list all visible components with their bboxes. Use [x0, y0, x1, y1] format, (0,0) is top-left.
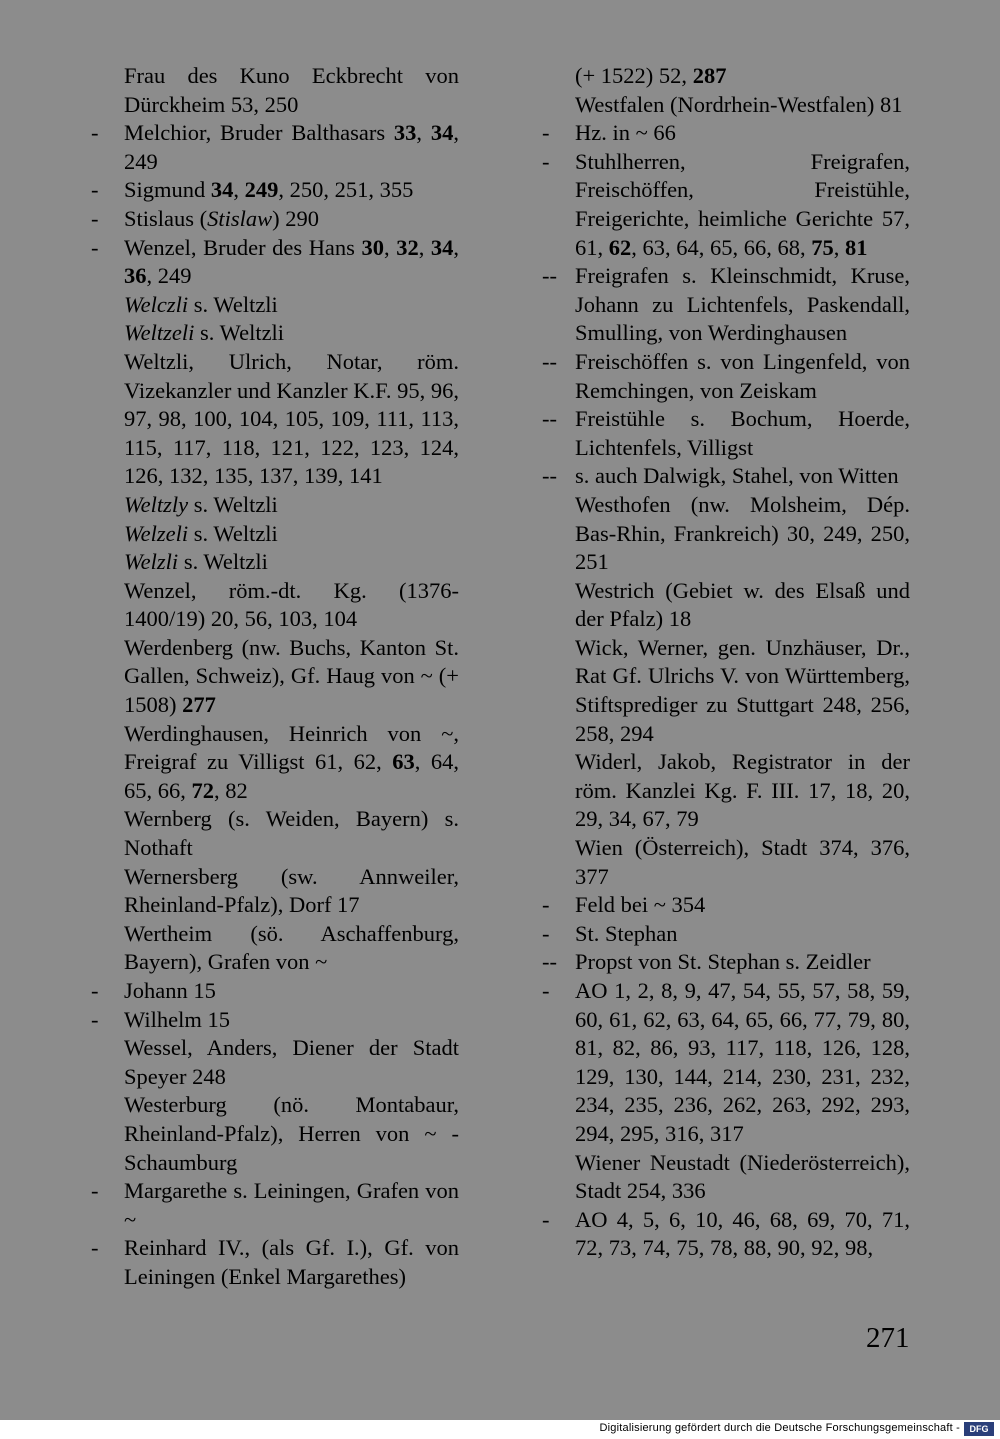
dfg-logo: DFG	[964, 1422, 994, 1436]
page-ref-bold: 34	[430, 120, 454, 146]
entry-dash: -	[91, 177, 99, 203]
entry-text: AO 4, 5, 6, 10, 46, 68, 69, 70, 71, 72, 73, 74, 75, 78, 88, 90, 92, 98,	[575, 1206, 910, 1261]
entry-text: Wernersberg (sw. Annweiler, Rheinland-Pfalz), Dorf 17	[124, 863, 459, 918]
entry-dash: -	[542, 1206, 550, 1232]
index-entry	[542, 1149, 910, 1206]
entry-text: Feld bei ~ 354	[575, 892, 706, 918]
entry-dash: -	[91, 1178, 99, 1204]
entry-text: Werdenberg (nw. Buchs, Kanton St. Gallen, Schweiz), Gf. Haug von ~ (+ 1508)	[124, 634, 459, 718]
entry-text: s. Weltzli	[188, 520, 278, 546]
index-entry	[91, 291, 459, 320]
entry-dash: -	[542, 148, 550, 174]
entry-text: ,	[416, 120, 431, 146]
index-entry	[91, 805, 459, 862]
index-subentry	[542, 262, 910, 348]
entry-text: Freischöffen s. von Lingenfeld, von Remchingen, von Zeiskam	[575, 348, 910, 403]
entry-text: s. Weltzli	[188, 291, 278, 317]
entry-dash: --	[542, 263, 557, 289]
footer-bar	[0, 1420, 1000, 1439]
page-ref-bold: 63	[392, 749, 415, 775]
entry-text: Widerl, Jakob, Registrator in der röm. Kanzlei Kg. F. III. 17, 18, 20, 29, 34, 67, 79	[575, 749, 910, 832]
entry-text: s. Weltzli	[188, 491, 278, 517]
variant-name: Welzli	[124, 549, 179, 575]
page-ref-bold: 34	[430, 234, 454, 260]
index-entry	[542, 491, 910, 577]
index-subentry	[91, 1177, 459, 1234]
index-entry	[542, 577, 910, 634]
entry-text: Stislaus (	[124, 205, 208, 231]
index-subentry	[91, 176, 459, 205]
entry-text: s. Weltzli	[194, 320, 285, 346]
entry-text: St. Stephan	[575, 920, 678, 946]
entry-text: ,	[418, 234, 431, 260]
page-ref-bold: 287	[692, 63, 727, 88]
entry-text: ,	[453, 234, 460, 260]
page-ref-bold: 72	[191, 777, 214, 803]
index-entry	[91, 863, 459, 920]
entry-text: Wessel, Anders, Diener der Stadt Speyer 248	[124, 1035, 459, 1089]
index-subentry	[91, 119, 459, 176]
index-column-left	[91, 62, 459, 1292]
entry-dash: --	[542, 348, 557, 374]
entry-text: s. Weltzli	[178, 549, 268, 575]
entry-text: ,	[233, 177, 245, 203]
entry-text: Freigrafen s. Kleinschmidt, Kruse, Johann zu Lichtenfels, Paskendall, Smulling, von Werdinghausen	[575, 263, 910, 346]
variant-name: Welczli	[124, 291, 189, 317]
entry-text: Hz. in ~ 66	[575, 120, 676, 146]
index-entry	[91, 577, 459, 634]
page-number: 271	[866, 1322, 910, 1354]
entry-dash: -	[91, 1235, 99, 1261]
entry-text: ) 290	[272, 205, 320, 231]
index-entry	[91, 720, 459, 806]
entry-text: Wernberg (s. Weiden, Bayern) s. Nothaft	[124, 806, 459, 861]
entry-text: , 64, 65, 66,	[124, 749, 459, 803]
entry-text: s. auch Dalwigk, Stahel, von Witten	[575, 463, 899, 489]
entry-text: Weltzli, Ulrich, Notar, röm. Vizekanzler und Kanzler K.F. 95, 96, 97, 98, 100, 104, 105, 109, 111, 113, 115, 117, 118, 121, 122, 123, 124, 126, 132, 135, 137, 139, 141	[124, 348, 459, 489]
index-entry	[91, 1034, 459, 1091]
entry-dash: -	[542, 120, 550, 146]
entry-text: Westerburg (nö. Montabaur, Rheinland-Pfalz), Herren von ~ - Schaumburg	[124, 1092, 459, 1175]
variant-name: Weltzeli	[124, 320, 195, 346]
entry-text: Johann 15	[124, 978, 216, 1003]
entry-text: Wertheim (sö. Aschaffenburg, Bayern), Grafen von ~	[124, 920, 459, 975]
index-subentry	[542, 348, 910, 405]
entry-dash: -	[542, 978, 550, 1003]
index-entry	[91, 348, 459, 491]
entry-text: Freistühle s. Bochum, Hoerde, Lichtenfels, Villigst	[575, 406, 910, 460]
entry-text: Wick, Werner, gen. Unzhäuser, Dr., Rat Gf. Ulrichs V. von Württemberg, Stiftsprediger zu Stuttgart 248, 256, 258, 294	[575, 634, 910, 746]
index-subentry	[542, 948, 910, 977]
index-subentry	[542, 462, 910, 491]
index-entry	[91, 319, 459, 348]
entry-text: Werdinghausen, Heinrich von ~, Freigraf zu Villigst 61, 62,	[124, 720, 459, 775]
page-ref-bold: 32	[396, 234, 419, 260]
entry-text: Propst von St. Stephan s. Zeidler	[575, 949, 871, 975]
variant-name: Weltzly	[124, 491, 189, 517]
index-subentry	[91, 205, 459, 234]
page-ref-bold: 75	[811, 234, 834, 260]
index-entry	[91, 1091, 459, 1177]
entry-dash: -	[91, 978, 99, 1003]
entry-text: Sigmund	[124, 177, 211, 203]
index-entry	[542, 91, 910, 120]
entry-text: Reinhard IV., (als Gf. I.), Gf. von Leiningen (Enkel Margarethes)	[124, 1235, 459, 1289]
entry-dash: --	[542, 949, 557, 975]
page-ref-bold: 62	[608, 234, 632, 260]
page-ref-bold: 33	[393, 120, 417, 146]
entry-text: Stuhlherren, Freigrafen, Freischöffen, Freistühle, Freigerichte, heimliche Gerichte 57, 61,	[575, 148, 910, 260]
index-subentry	[542, 1206, 910, 1263]
entry-text: ,	[833, 234, 845, 260]
entry-text: , 63, 64, 65, 66, 68,	[631, 234, 812, 260]
entry-dash: --	[542, 463, 557, 489]
entry-text: Melchior, Bruder Balthasars	[124, 120, 394, 146]
index-entry	[91, 548, 459, 577]
index-subentry	[542, 891, 910, 920]
entry-text: (+ 1522) 52,	[575, 63, 693, 88]
index-subentry	[91, 234, 459, 291]
variant-name: Welzeli	[124, 520, 189, 546]
entry-text: Margarethe s. Leiningen, Grafen von ~	[124, 1178, 459, 1232]
entry-text: Westhofen (nw. Molsheim, Dép. Bas-Rhin, Frankreich) 30, 249, 250, 251	[575, 491, 910, 575]
entry-text: , 249	[146, 263, 192, 289]
entry-text: Frau des Kuno Eckbrecht von Dürckheim 53, 250	[124, 63, 459, 117]
page-ref-bold: 81	[845, 234, 868, 260]
entry-dash: -	[91, 234, 99, 260]
index-entry	[542, 834, 910, 891]
index-subentry	[91, 977, 459, 1006]
index-entry	[542, 62, 910, 91]
index-subentry	[542, 148, 910, 262]
index-entry	[91, 634, 459, 720]
page-ref-bold: 34	[210, 177, 234, 203]
entry-text: Westfalen (Nordrhein-Westfalen) 81	[575, 91, 903, 117]
entry-dash: -	[91, 120, 99, 146]
entry-text: Wien (Österreich), Stadt 374, 376, 377	[575, 835, 910, 889]
page-ref-bold: 30	[361, 234, 384, 260]
index-entry	[542, 748, 910, 834]
index-subentry	[542, 977, 910, 1149]
page-ref-bold: 277	[182, 692, 216, 718]
index-entry	[91, 520, 459, 549]
entry-text: AO 1, 2, 8, 9, 47, 54, 55, 57, 58, 59, 60, 61, 62, 63, 64, 65, 66, 77, 79, 80, 81, 82, 86, 93, 117, 118, 126, 128, 129, 130, 144, 214, 230, 231, 232, 234, 235, 236, 262, 263, 292, 293, 294, 295, 316, 317	[575, 978, 910, 1146]
index-subentry	[542, 119, 910, 148]
entry-text: , 82	[214, 777, 248, 803]
entry-text: Wenzel, Bruder des Hans	[124, 234, 362, 260]
index-subentry	[542, 405, 910, 462]
index-column-right	[542, 62, 910, 1263]
page-ref-bold: 36	[124, 263, 147, 289]
entry-dash: -	[542, 920, 550, 946]
entry-text: , 249	[124, 120, 460, 174]
index-subentry	[542, 920, 910, 949]
index-subentry	[91, 1234, 459, 1291]
index-entry	[91, 62, 459, 119]
index-entry	[542, 634, 910, 748]
entry-text: Wilhelm 15	[124, 1006, 230, 1032]
entry-dash: -	[542, 892, 550, 918]
entry-text: Wiener Neustadt (Niederösterreich), Stadt 254, 336	[575, 1149, 910, 1204]
footer-credit: Digitalisierung gefördert durch die Deutsche Forschungsgemeinschaft -	[599, 1422, 960, 1434]
entry-text: Westrich (Gebiet w. des Elsaß und der Pfalz) 18	[575, 577, 910, 632]
variant-name: Stislaw	[207, 205, 273, 231]
entry-text: ,	[384, 234, 397, 260]
entry-dash: -	[91, 205, 99, 231]
entry-text: Wenzel, röm.-dt. Kg. (1376-1400/19) 20, 56, 103, 104	[124, 577, 459, 632]
entry-dash: --	[542, 406, 557, 432]
index-entry	[91, 491, 459, 520]
entry-text: , 250, 251, 355	[278, 177, 414, 203]
entry-dash: -	[91, 1006, 99, 1032]
index-entry	[91, 920, 459, 977]
page-ref-bold: 249	[244, 177, 279, 203]
index-subentry	[91, 1006, 459, 1035]
